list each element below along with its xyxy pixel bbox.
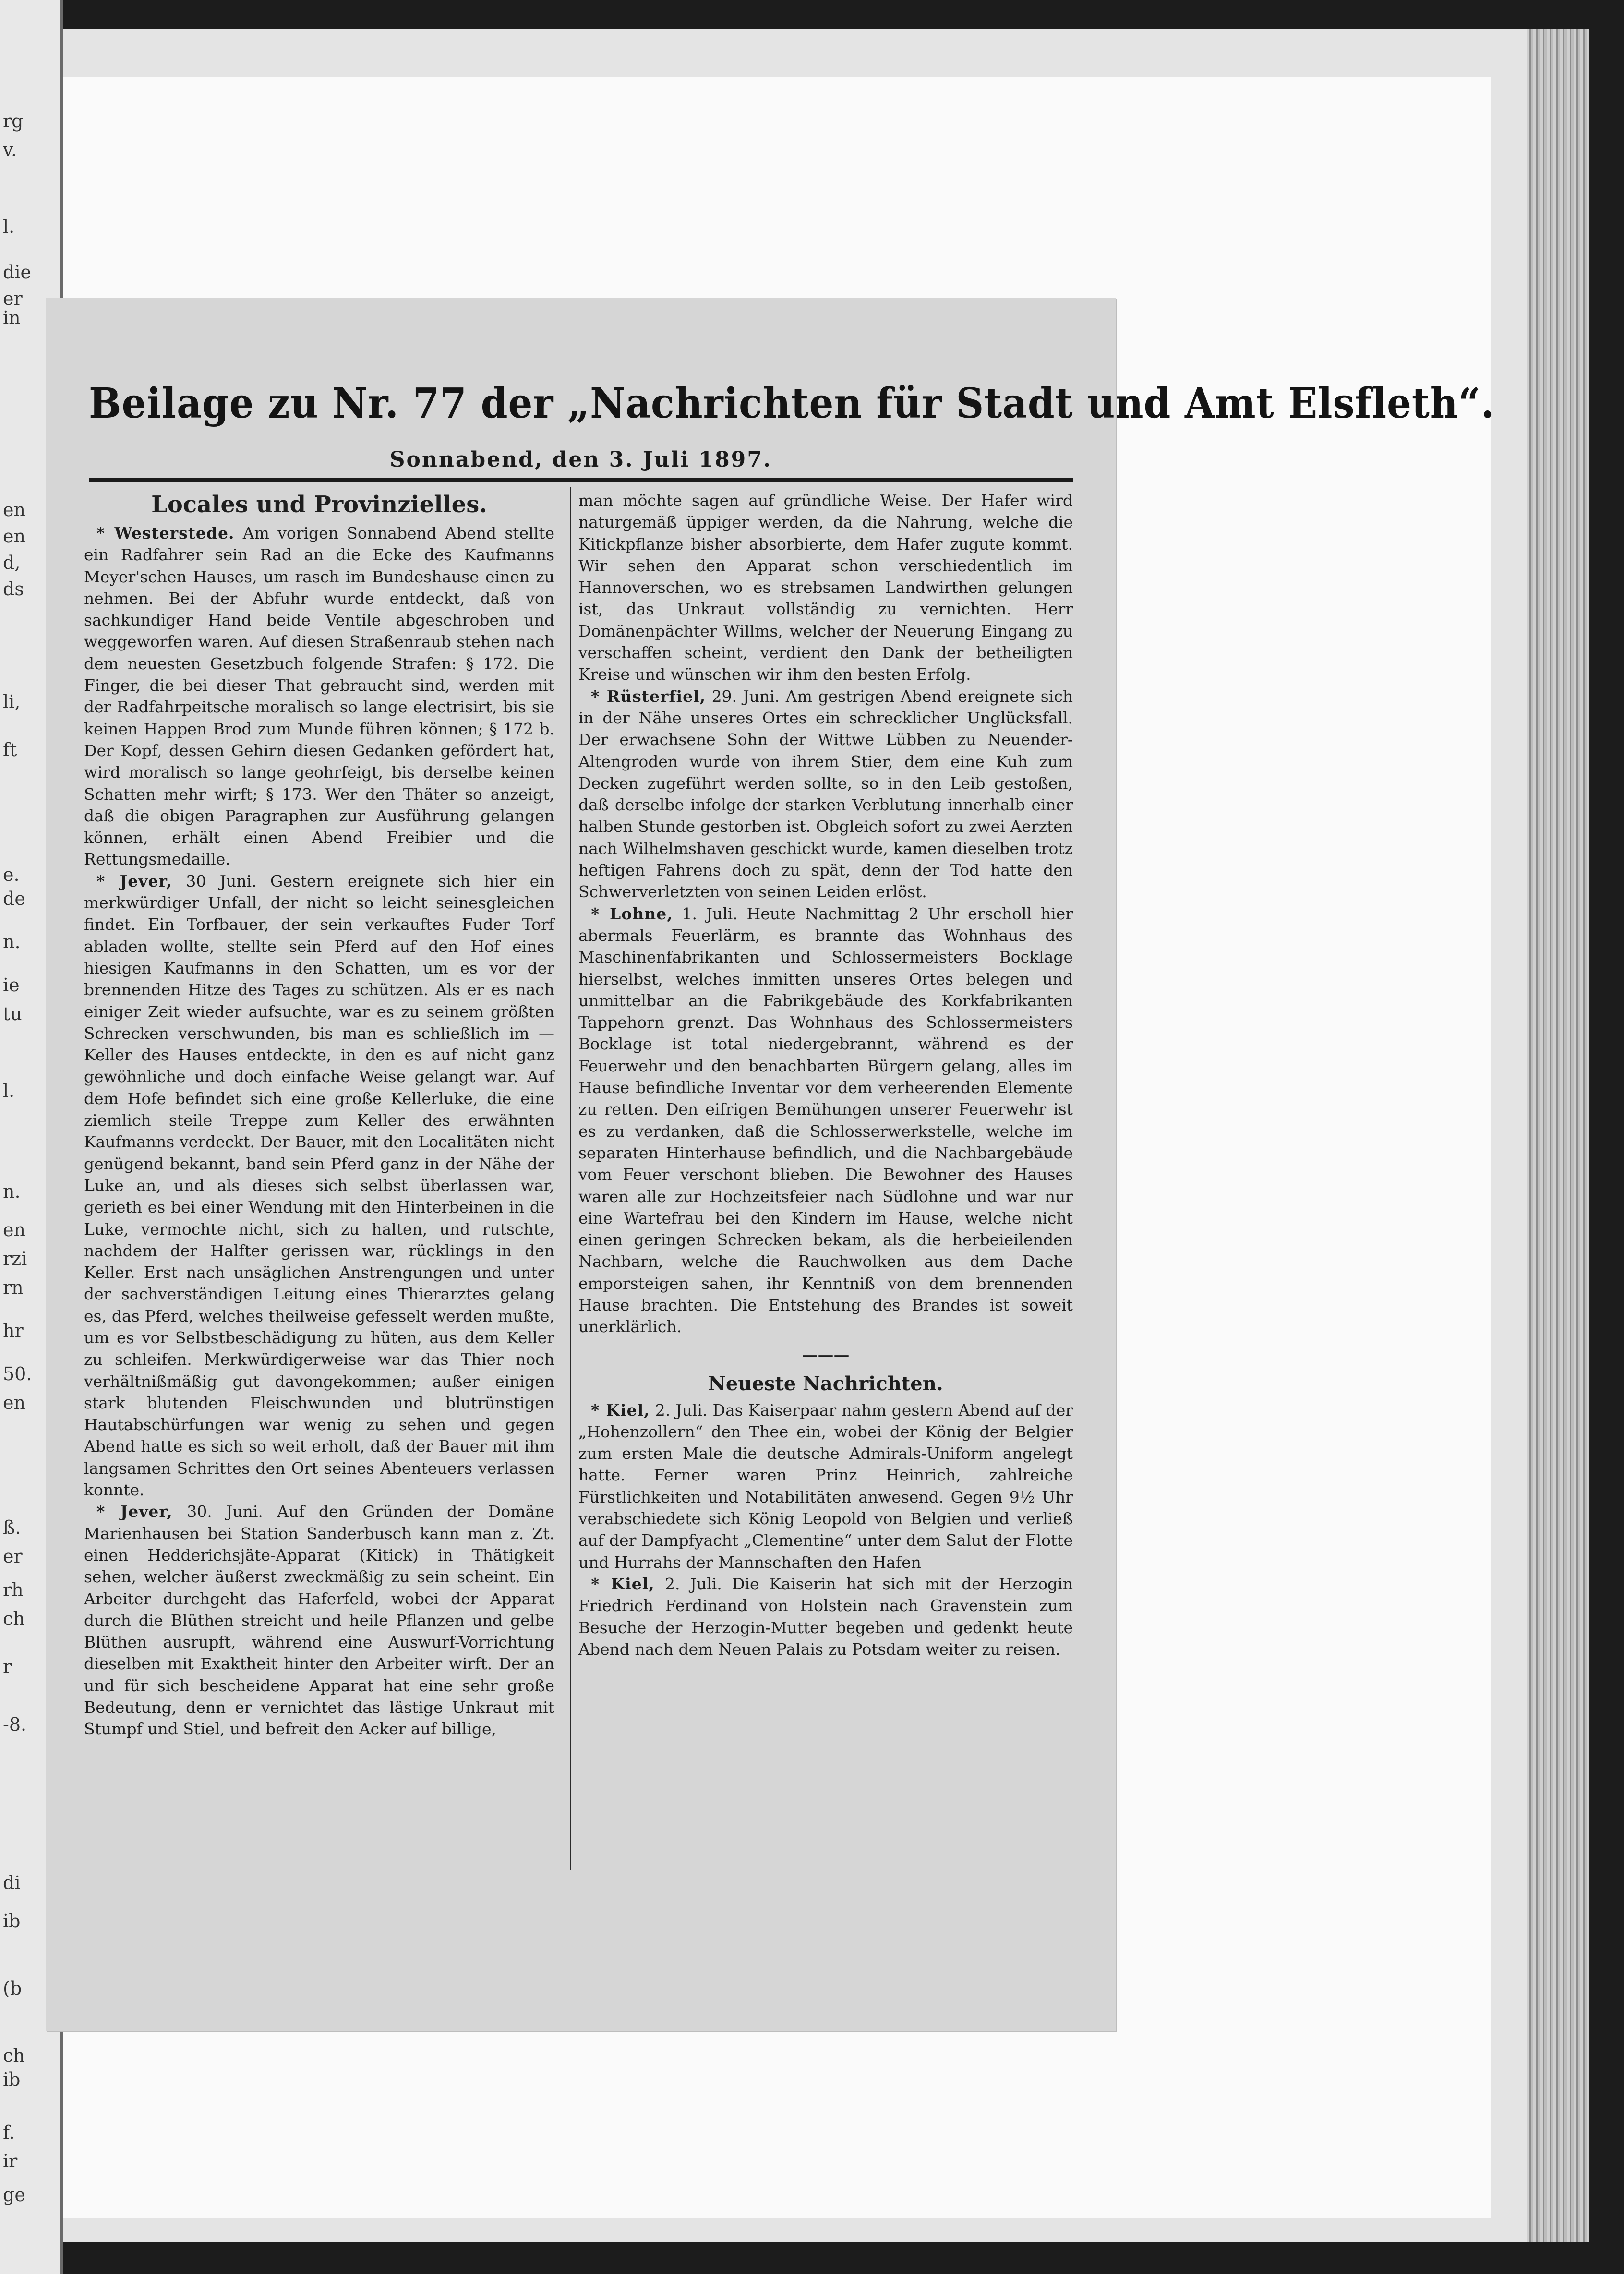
article bbox=[578, 903, 1073, 1338]
page-edges bbox=[1527, 29, 1589, 2242]
section-title: Locales und Provinzielles. bbox=[151, 491, 487, 518]
margin-fragment: en bbox=[3, 526, 25, 547]
margin-fragment: in bbox=[3, 307, 21, 328]
article-place: * Rüsterfiel, bbox=[591, 686, 706, 706]
article-place: * Jever, bbox=[96, 871, 172, 890]
margin-fragment: ds bbox=[3, 578, 24, 600]
margin-fragment: hr bbox=[3, 1320, 24, 1341]
margin-fragment: n. bbox=[3, 1181, 21, 1202]
article-place: * Lohne, bbox=[591, 904, 673, 923]
margin-fragment: ir bbox=[3, 2151, 18, 2172]
margin-fragment: -8. bbox=[3, 1714, 27, 1735]
article-continuation: man möchte sagen auf gründliche Weise. Der Hafer wird naturgemäß üppiger werden, da die Nahrung, welche die Kitickpflanze bisher absorbierte, dem Hafer zugute kommt. Wir sehen den Apparat schon verschiedentlich im Hannoverschen, wo es strebsamen Landwirthen gelungen ist, das Unkraut vollständig zu vernichten. Herr Domänenpächter Willms, welcher der Neuerung Eingang zu verschaffen scheint, verdient den Dank der betheiligten Kreise und wünschen wir ihm den besten Erfolg. bbox=[578, 491, 1073, 684]
margin-fragment: ib bbox=[3, 1911, 21, 1932]
margin-fragment: rh bbox=[3, 1579, 24, 1600]
margin-fragment: ch bbox=[3, 1608, 25, 1629]
clipping-dateline: Sonnabend, den 3. Juli 1897. bbox=[389, 447, 772, 472]
margin-fragment: ft bbox=[3, 739, 17, 760]
column-divider bbox=[570, 487, 571, 1870]
news-section-title: Neueste Nachrichten. bbox=[708, 1372, 943, 1395]
article-text: 1. Juli. Heute Nachmittag 2 Uhr erscholl hier abermals Feuerlärm, es brannte das Wohnhaus des Maschinenfabrikanten und Schlossermeisters Bocklage hierselbst, welches inmitten unseres Ortes belegen und unmittelbar an die Fabrikgebäude des Korkfabrikanten Tappehorn grenzt. Das Wohnhaus des Schlossermeisters Bocklage ist total niedergebrannt, während es der Feuerwehr und den benachbarten Bürgern gelang, alles im Hause befindliche Inventar vor dem verheerenden Elemente zu retten. Den eifrigen Bemühungen unserer Feuerwehr ist es zu verdanken, daß die Schlosserwerkstelle, welche im separaten Hinterhause befindlich, und die Nachbargebäude vom Feuer verschont blieben. Die Bewohner des Hauses waren alle zur Hochzeitsfeier nach Südlohne und war nur eine Wartefrau bei den Kindern im Hause, welche nicht einen geringen Schrecken bekam, als die herbeieilenden Nachbarn, welche die Rauchwolken aus dem Dache emporsteigen sahen, ihr Kenntniß von dem brennenden Hause brachten. Die Entstehung des Brandes ist soweit unerklärlich. bbox=[578, 904, 1073, 1336]
margin-fragment: ß. bbox=[3, 1517, 21, 1538]
margin-fragment: tu bbox=[3, 1003, 22, 1024]
margin-fragment: d, bbox=[3, 552, 21, 573]
left-column bbox=[84, 490, 554, 1740]
news-text: 2. Juli. Das Kaiserpaar nahm gestern Abend auf der „Hohenzollern“ den Thee ein, wobei der König der Belgier zum ersten Male die deutsche Admirals-Uniform angelegt hatte. Ferner waren Prinz Heinrich, zahlreiche Fürstlichkeiten und Notabilitäten anwesend. Gegen 9½ Uhr verabschiedete sich König Leopold von Belgien und verließ auf der Dampfyacht „Clementine“ unter dem Salut der Flotte und Hurrahs der Mannschaften den Hafen bbox=[578, 1400, 1073, 1572]
article-text: Am vorigen Sonnabend Abend stellte ein Radfahrer sein Rad an die Ecke des Kaufmanns Meyer'schen Hauses, um rasch im Bundeshause einen zu nehmen. Bei der Abfuhr wurde entdeckt, daß von sachkundiger Hand beide Ventile abgeschroben und weggeworfen waren. Auf diesen Straßenraub stehen nach dem neuesten Gesetzbuch folgende Strafen: § 172. Die Finger, die bei dieser That gebraucht sind, werden mit der Radfahrpeitsche moralisch so lange electrisirt, bis sie keinen Happen Brod zum Munde führen können; § 172 b. Der Kopf, dessen Gehirn diesen Gedanken gefördert hat, wird moralisch so lange geohrfeigt, bis derselbe keinen Schatten mehr wirft; § 173. Wer den Thäter so anzeigt, daß die obigen Paragraphen zur Ausführung gelangen können, erhält einen Abend Freibier und die Rettungsmedaille. bbox=[84, 524, 554, 869]
article bbox=[578, 686, 1073, 903]
margin-fragment: en bbox=[3, 499, 25, 520]
article-place: * Jever, bbox=[96, 1502, 173, 1521]
margin-fragment: f. bbox=[3, 2122, 15, 2143]
newspaper-clipping bbox=[46, 298, 1495, 2031]
article bbox=[84, 870, 554, 1501]
margin-fragment: er bbox=[3, 1546, 23, 1567]
margin-fragment: ie bbox=[3, 975, 20, 996]
margin-fragment: en bbox=[3, 1392, 25, 1413]
article-text: 30. Juni. Auf den Gründen der Domäne Marienhausen bei Station Sanderbusch kann man z. Zt. einen Hedderichsjäte-Apparat (Kitick) in Thätigkeit sehen, welcher äußerst zweckmäßig zu sein scheint. Ein Arbeiter durchgeht das Haferfeld, wobei der Apparat durch die Blüthen streicht und heile Pflanzen und gelbe Blüthen ausrupft, während eine Auswurf-Vorrichtung dieselben mit Exaktheit hinter den Arbeiter wirft. Der an und für sich bescheidene Apparat hat eine sehr große Bedeutung, denn er vernichtet das lästige Unkraut mit Stumpf und Stiel, und befreit den Acker auf billige, bbox=[84, 1502, 554, 1739]
article-text: 29. Juni. Am gestrigen Abend ereignete sich in der Nähe unseres Ortes ein schrecklicher Unglücksfall. Der erwachsene Sohn der Wittwe Lübben zu Neuender-Altengroden wurde von ihrem Stier, dem eine Kuh zum Decken zugeführt werden sollte, so in den Leib gestoßen, daß derselbe infolge der starken Verblutung innerhalb einer halben Stunde gestorben ist. Obgleich sofort zu zwei Aerzten nach Wilhelmshaven geschickt wurde, kamen dieselben trotz heftigen Fahrens doch zu spät, denn der Tod hatte den Schwerverletzten von seinen Leiden erlöst. bbox=[578, 686, 1073, 902]
margin-fragment: de bbox=[3, 888, 25, 909]
margin-fragment: di bbox=[3, 1872, 21, 1893]
margin-fragment: die bbox=[3, 262, 31, 283]
margin-fragment: er bbox=[3, 288, 23, 309]
margin-fragment: rn bbox=[3, 1277, 24, 1298]
margin-fragment: v. bbox=[3, 139, 17, 160]
news-text: 2. Juli. Die Kaiserin hat sich mit der Herzogin Friedrich Ferdinand von Holstein nach Gravenstein zum Besuche der Herzogin-Mutter begeben und gedenkt heute Abend nach dem Neuen Palais zu Potsdam weiter zu reisen. bbox=[578, 1574, 1073, 1659]
article bbox=[84, 522, 554, 870]
clipping-headline: Beilage zu Nr. 77 der „Nachrichten für Stadt und Amt Elsfleth“. bbox=[89, 379, 1495, 428]
margin-fragment: en bbox=[3, 1219, 25, 1240]
news-place: * Kiel, bbox=[591, 1574, 655, 1593]
margin-fragment: n. bbox=[3, 931, 21, 952]
news-item bbox=[578, 1573, 1073, 1660]
news-place: * Kiel, bbox=[591, 1400, 650, 1420]
article bbox=[84, 1501, 554, 1740]
margin-fragment: e. bbox=[3, 864, 20, 885]
article-text: 30 Juni. Gestern ereignete sich hier ein merkwürdiger Unfall, der nicht so leicht seinesgleichen findet. Ein Torfbauer, der sein verkauftes Fuder Torf abladen wollte, stellte sein Pferd auf den Hof eines hiesigen Kaufmanns in den Schatten, um es vor der brennenden Hitze des Tages zu schützen. Als er es nach einiger Zeit wieder aufsuchte, war es zu seinem größten Schrecken verschwunden, bis man es schließlich im — Keller des Hauses entdeckte, in den es auf nicht ganz gewöhnliche und doch einfache Weise gelangt war. Auf dem Hofe befindet sich eine große Kellerluke, die eine ziemlich steile Treppe zum Keller des erwähnten Kaufmanns verdeckt. Der Bauer, mit den Localitäten nicht genügend bekannt, band sein Pferd ganz in der Nähe der Luke an, und als dieses sich selbst überlassen war, gerieth es bei einer Wendung mit den Hinterbeinen in die Luke, vermochte nicht, sich zu halten, und rutschte, nachdem der Halfter gerissen war, rücklings in den Keller. Erst nach unsäglichen Anstrengungen und unter der sachverständigen Leitung eines Thierarztes gelang es, das Pferd, welches theilweise gefesselt werden mußte, um es vor Selbstbeschädigung zu hüten, aus dem Keller zu schleifen. Merkwürdigerweise war das Thier noch verhältnißmäßig gut davongekommen; außer einigen stark blutenden Fleischwunden und blutrünstigen Hautabschürfungen war wenig zu sehen und gegen Abend hatte es sich so weit erholt, daß der Bauer mit ihm langsamen Schrittes den Ort seines Abenteuers verlassen konnte. bbox=[84, 871, 554, 1500]
margin-fragment: rzi bbox=[3, 1248, 27, 1269]
news-item bbox=[578, 1399, 1073, 1573]
margin-fragment: l. bbox=[3, 216, 15, 237]
margin-fragment: l. bbox=[3, 1080, 15, 1101]
margin-fragment: ib bbox=[3, 2069, 21, 2090]
article-place: * Westerstede. bbox=[96, 524, 235, 542]
header-rule bbox=[89, 478, 1073, 482]
margin-fragment: ge bbox=[3, 2184, 25, 2205]
margin-fragment: ch bbox=[3, 2045, 25, 2066]
margin-fragment: li, bbox=[3, 691, 21, 712]
section-separator: ——— bbox=[802, 1345, 850, 1364]
margin-fragment: r bbox=[3, 1656, 12, 1677]
margin-fragment: (b bbox=[3, 1978, 22, 1999]
margin-fragment: 50. bbox=[3, 1363, 32, 1384]
margin-fragment: rg bbox=[3, 110, 24, 132]
right-column bbox=[578, 490, 1073, 1660]
